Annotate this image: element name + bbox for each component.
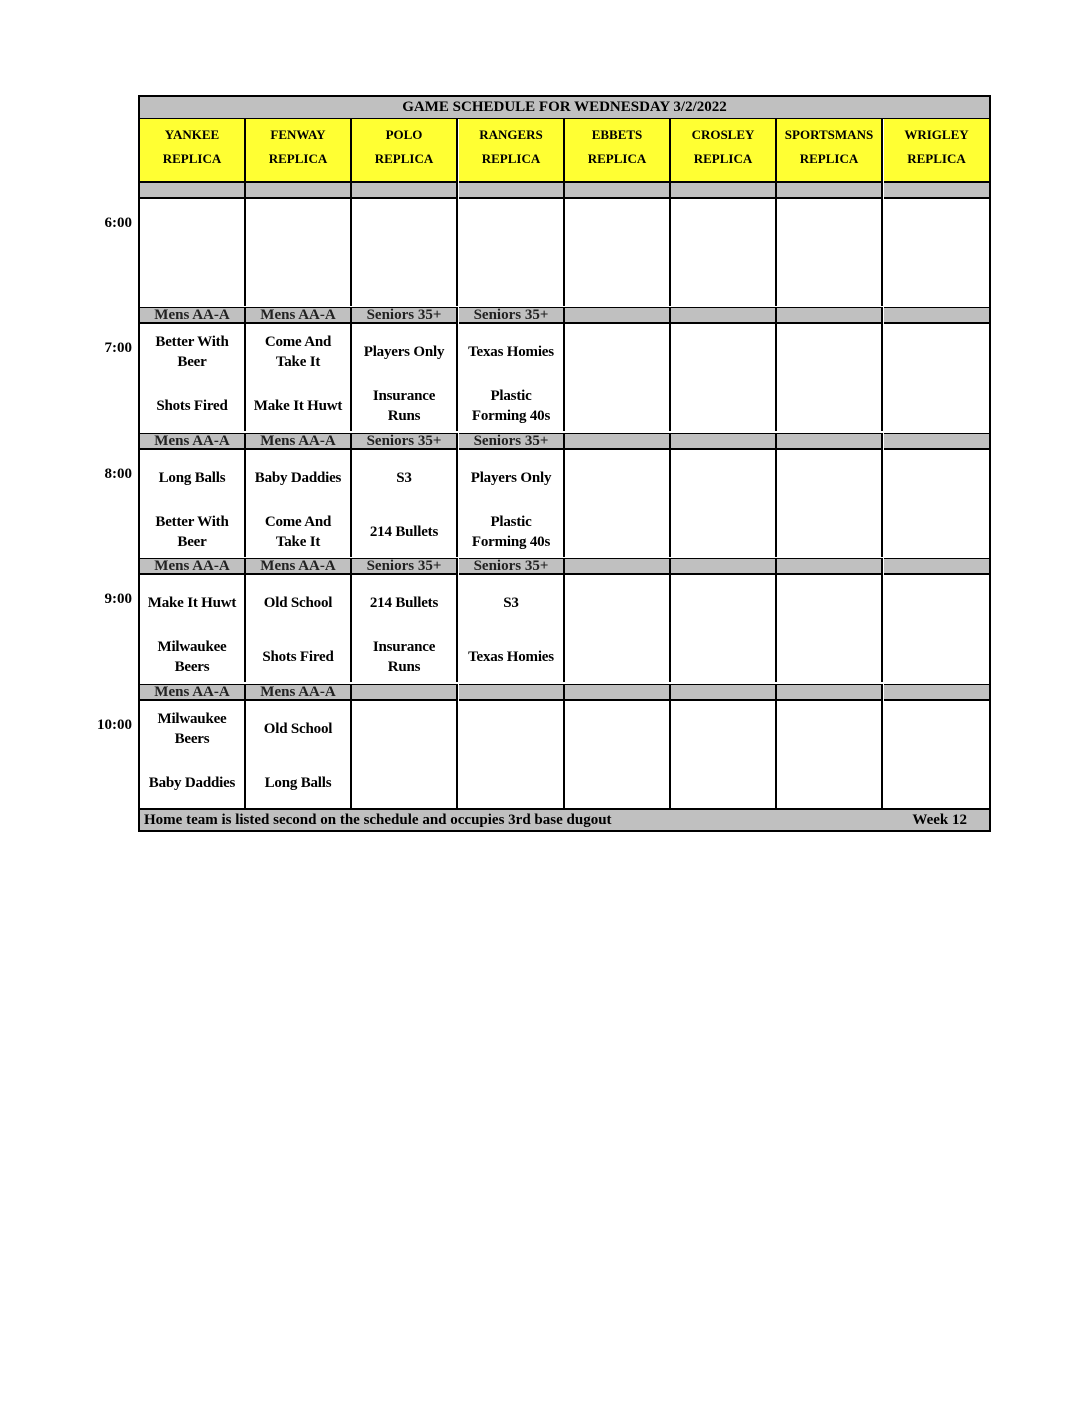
division-label (459, 182, 565, 199)
game-cell (565, 701, 671, 808)
game-cell (352, 199, 458, 306)
division-label (246, 182, 352, 199)
game-cell (565, 199, 671, 306)
division-label (777, 307, 883, 324)
game-cell (246, 575, 352, 682)
away-team: S3 (396, 470, 412, 486)
away-team: Better With Beer (155, 334, 229, 370)
game-cell (565, 575, 671, 682)
field-subtitle: REPLICA (693, 151, 753, 166)
game-cell (140, 450, 246, 557)
away-team: 214 Bullets (369, 595, 439, 611)
game-cell (884, 324, 989, 431)
game-cell (565, 324, 671, 431)
home-team: Insurance Runs (372, 639, 436, 675)
away-team: S3 (503, 595, 519, 611)
home-team: Long Balls (264, 775, 332, 791)
field-name: POLO (385, 127, 423, 142)
division-label (777, 433, 883, 450)
home-team: Come And Take It (264, 514, 332, 550)
home-team: 214 Bullets (369, 524, 439, 540)
field-header-crosley (671, 119, 777, 182)
home-team: Shots Fired (262, 649, 334, 665)
field-name: CROSLEY (691, 127, 755, 142)
field-subtitle: REPLICA (907, 151, 966, 166)
game-cell (671, 199, 777, 306)
home-team: Milwaukee Beers (157, 639, 227, 675)
division-label (565, 558, 671, 575)
away-team: Players Only (363, 344, 445, 360)
game-cell (671, 701, 777, 808)
field-name: SPORTSMANS (784, 127, 874, 142)
field-subtitle: REPLICA (481, 151, 541, 166)
game-cell (884, 450, 989, 557)
field-header-sportsmans (777, 119, 883, 182)
away-team: Texas Homies (468, 344, 554, 360)
division-label: Mens AA-A (140, 684, 246, 701)
division-label (884, 558, 989, 575)
game-cell (459, 701, 565, 808)
division-label (777, 684, 883, 701)
game-cell (777, 324, 883, 431)
schedule-title: GAME SCHEDULE FOR WEDNESDAY 3/2/2022 (140, 97, 989, 119)
division-label (671, 558, 777, 575)
field-subtitle: REPLICA (799, 151, 859, 166)
away-team: Make It Huwt (147, 595, 237, 611)
game-cell (777, 450, 883, 557)
division-label (352, 684, 458, 701)
time-label: 8:00 (104, 466, 132, 482)
division-label (565, 433, 671, 450)
division-label (565, 182, 671, 199)
home-team: Texas Homies (468, 649, 554, 665)
home-team: Plastic Forming 40s (471, 514, 551, 550)
away-team: Baby Daddies (254, 470, 342, 486)
division-label: Mens AA-A (140, 433, 246, 450)
field-header-fenway (246, 119, 352, 182)
field-subtitle: REPLICA (268, 151, 328, 166)
division-label: Mens AA-A (140, 558, 246, 575)
away-team: Players Only (470, 470, 552, 486)
division-label (884, 433, 989, 450)
home-team: Baby Daddies (148, 775, 236, 791)
away-team: Milwaukee Beers (157, 711, 227, 747)
division-label: Seniors 35+ (352, 433, 458, 450)
game-cell (246, 701, 352, 808)
game-cell (884, 199, 989, 306)
division-label (884, 182, 989, 199)
division-label (671, 182, 777, 199)
division-label: Mens AA-A (246, 307, 352, 324)
field-subtitle: REPLICA (587, 151, 647, 166)
game-cell (140, 324, 246, 431)
week-label: Week 12 (912, 812, 967, 828)
home-team: Insurance Runs (372, 388, 436, 424)
field-name: FENWAY (270, 127, 326, 142)
time-label: 10:00 (97, 717, 132, 733)
game-cell (246, 324, 352, 431)
division-label (140, 182, 246, 199)
time-label: 9:00 (104, 591, 132, 607)
game-cell (777, 575, 883, 682)
division-label: Mens AA-A (140, 307, 246, 324)
home-team: Better With Beer (155, 514, 229, 550)
game-cell (140, 575, 246, 682)
division-label: Mens AA-A (246, 433, 352, 450)
game-cell (459, 199, 565, 306)
division-label (565, 307, 671, 324)
field-header-wrigley (884, 119, 989, 182)
division-label: Seniors 35+ (352, 307, 458, 324)
away-team: Come And Take It (264, 334, 332, 370)
division-label (459, 684, 565, 701)
away-team: Old School (263, 721, 333, 737)
game-cell (671, 575, 777, 682)
game-cell (352, 575, 458, 682)
schedule-table (138, 95, 991, 832)
division-label: Mens AA-A (246, 684, 352, 701)
field-header-ebbets (565, 119, 671, 182)
division-label (777, 182, 883, 199)
division-label: Seniors 35+ (459, 307, 565, 324)
away-team: Old School (263, 595, 333, 611)
game-cell (352, 450, 458, 557)
game-cell (352, 324, 458, 431)
field-name: YANKEE (164, 127, 220, 142)
game-cell (140, 199, 246, 306)
game-cell (459, 575, 565, 682)
game-cell (565, 450, 671, 557)
game-cell (246, 199, 352, 306)
division-label: Seniors 35+ (459, 433, 565, 450)
division-label (884, 684, 989, 701)
field-name: EBBETS (591, 127, 643, 142)
division-label (671, 684, 777, 701)
home-team: Plastic Forming 40s (471, 388, 551, 424)
game-cell (884, 701, 989, 808)
game-cell (246, 450, 352, 557)
division-label: Seniors 35+ (459, 558, 565, 575)
division-label (777, 558, 883, 575)
home-team: Shots Fired (156, 398, 228, 414)
field-header-yankee (140, 119, 246, 182)
field-header-rangers (459, 119, 565, 182)
home-team: Make It Huwt (253, 398, 343, 414)
time-label: 7:00 (104, 340, 132, 356)
field-name: WRIGLEY (904, 127, 969, 142)
division-label (671, 433, 777, 450)
division-label (884, 307, 989, 324)
division-label: Seniors 35+ (352, 558, 458, 575)
field-subtitle: REPLICA (162, 151, 222, 166)
division-label (565, 684, 671, 701)
division-label: Mens AA-A (246, 558, 352, 575)
game-cell (140, 701, 246, 808)
game-cell (459, 324, 565, 431)
time-label: 6:00 (104, 215, 132, 231)
field-header-polo (352, 119, 458, 182)
away-team: Long Balls (158, 470, 226, 486)
game-cell (671, 324, 777, 431)
game-cell (352, 701, 458, 808)
game-cell (777, 199, 883, 306)
home-team-note: Home team is listed second on the schedule and occupies 3rd base dugout (144, 812, 612, 828)
game-cell (459, 450, 565, 557)
field-subtitle: REPLICA (374, 151, 434, 166)
game-cell (671, 450, 777, 557)
schedule-footer (140, 808, 989, 830)
game-cell (777, 701, 883, 808)
division-label (352, 182, 458, 199)
game-cell (884, 575, 989, 682)
field-name: RANGERS (479, 127, 543, 142)
division-label (671, 307, 777, 324)
